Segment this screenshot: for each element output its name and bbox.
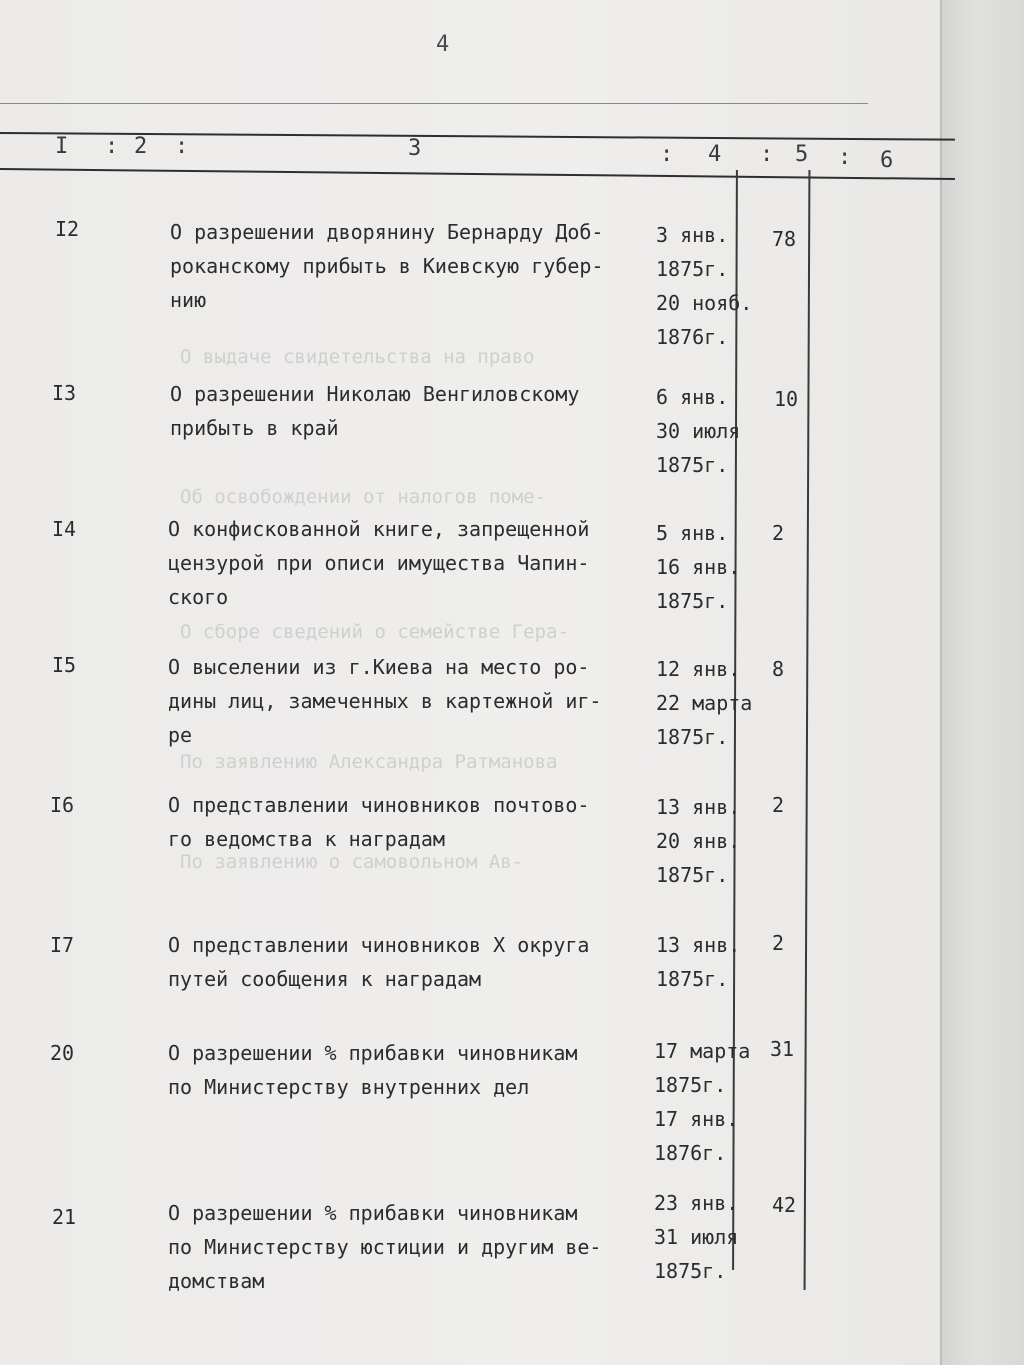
row-title-line: дины лиц, замеченных в картежной иг- <box>168 689 602 713</box>
row-number: I5 <box>52 653 77 677</box>
row-date-line: 5 янв. <box>656 521 729 545</box>
row-date-line: 20 янв. <box>656 829 741 853</box>
row-number: 21 <box>52 1205 77 1229</box>
row-title-line: О разрешении % прибавки чиновникам <box>168 1041 578 1065</box>
bleed-through-text: По заявлению Александра Ратманова <box>180 751 558 773</box>
row-sheet-count: 31 <box>770 1037 795 1061</box>
row-date-line: 1875г. <box>656 257 729 281</box>
row-date-line: 1875г. <box>656 453 729 477</box>
row-sheet-count: 2 <box>772 793 785 817</box>
row-title-line: О разрешении Николаю Венгиловскому <box>170 382 580 406</box>
row-title-line: О представлении чиновников X округа <box>168 933 590 957</box>
row-number: I6 <box>50 793 75 817</box>
row-date-line: 1875г. <box>654 1259 727 1283</box>
row-date-line: 1875г. <box>656 967 729 991</box>
bleed-through-text: О выдаче свидетельства на право <box>180 346 535 368</box>
row-number: I7 <box>50 933 75 957</box>
row-sheet-count: 8 <box>772 657 785 681</box>
row-date-line: 30 июля <box>656 419 741 443</box>
row-number: I4 <box>52 517 77 541</box>
row-date-line: 1876г. <box>654 1141 727 1165</box>
row-date-line: 12 янв. <box>656 657 741 681</box>
row-date-line: 1876г. <box>656 325 729 349</box>
row-date-line: 3 янв. <box>656 223 729 247</box>
row-title-line: О разрешении % прибавки чиновникам <box>168 1201 578 1225</box>
page-number: 4 <box>436 32 450 57</box>
row-title-line: роканскому прибыть в Киевскую губер- <box>170 254 604 278</box>
row-title-line: прибыть в край <box>170 416 339 440</box>
page-edge-shadow <box>940 0 1024 1365</box>
header-sep: : <box>660 142 674 167</box>
header-sep: : <box>838 145 852 170</box>
header-col-6: 6 <box>880 148 894 173</box>
row-title-line: О выселении из г.Киева на место ро- <box>168 655 590 679</box>
row-date-line: 1875г. <box>656 863 729 887</box>
row-title-line: О конфискованной книге, запрещенной <box>168 517 590 541</box>
row-date-line: 22 марта <box>656 691 753 715</box>
row-title-line: ского <box>168 585 229 609</box>
row-sheet-count: 42 <box>772 1193 797 1217</box>
row-title-line: ре <box>168 723 193 747</box>
row-title-line: цензурой при описи имущества Чапин- <box>168 551 590 575</box>
row-date-line: 1875г. <box>656 589 729 613</box>
row-number: I2 <box>55 217 80 241</box>
row-title-line: го ведомства к наградам <box>168 827 445 851</box>
header-sep: : <box>760 142 774 167</box>
top-rule <box>0 103 868 104</box>
row-date-line: 20 нояб. <box>656 291 753 315</box>
row-date-line: 23 янв. <box>654 1191 739 1215</box>
row-sheet-count: 10 <box>774 387 799 411</box>
row-title-line: нию <box>170 288 207 312</box>
row-title-line: по Министерству внутренних дел <box>168 1075 530 1099</box>
header-col-3: 3 <box>408 136 422 161</box>
row-sheet-count: 2 <box>772 521 785 545</box>
row-number: I3 <box>52 381 77 405</box>
row-date-line: 17 марта <box>654 1039 751 1063</box>
row-title-line: домствам <box>168 1269 265 1293</box>
row-date-line: 13 янв. <box>656 933 741 957</box>
header-col-2: 2 <box>134 134 148 159</box>
bleed-through-text: Об освобождении от налогов поме- <box>180 486 547 508</box>
row-title-line: путей сообщения к наградам <box>168 967 482 991</box>
bleed-through-text: О сборе сведений о семействе Гера- <box>180 621 569 643</box>
row-number: 20 <box>50 1041 75 1065</box>
row-title-line: по Министерству юстиции и другим ве- <box>168 1235 602 1259</box>
row-date-line: 1875г. <box>654 1073 727 1097</box>
row-date-line: 17 янв. <box>654 1107 739 1131</box>
row-date-line: 13 янв. <box>656 795 741 819</box>
header-col-1: I <box>55 134 69 159</box>
row-date-line: 16 янв. <box>656 555 741 579</box>
header-col-5: 5 <box>795 142 809 167</box>
row-date-line: 1875г. <box>656 725 729 749</box>
row-title-line: О разрешении дворянину Бернарду Доб- <box>170 220 604 244</box>
row-title-line: О представлении чиновников почтово- <box>168 793 590 817</box>
bleed-through-text: По заявлению о самовольном Ав- <box>180 851 524 873</box>
header-col-4: 4 <box>708 142 722 167</box>
row-sheet-count: 2 <box>772 931 785 955</box>
row-date-line: 6 янв. <box>656 385 729 409</box>
row-date-line: 31 июля <box>654 1225 739 1249</box>
header-sep: : <box>105 134 119 159</box>
row-sheet-count: 78 <box>772 227 797 251</box>
header-sep: : <box>175 134 189 159</box>
